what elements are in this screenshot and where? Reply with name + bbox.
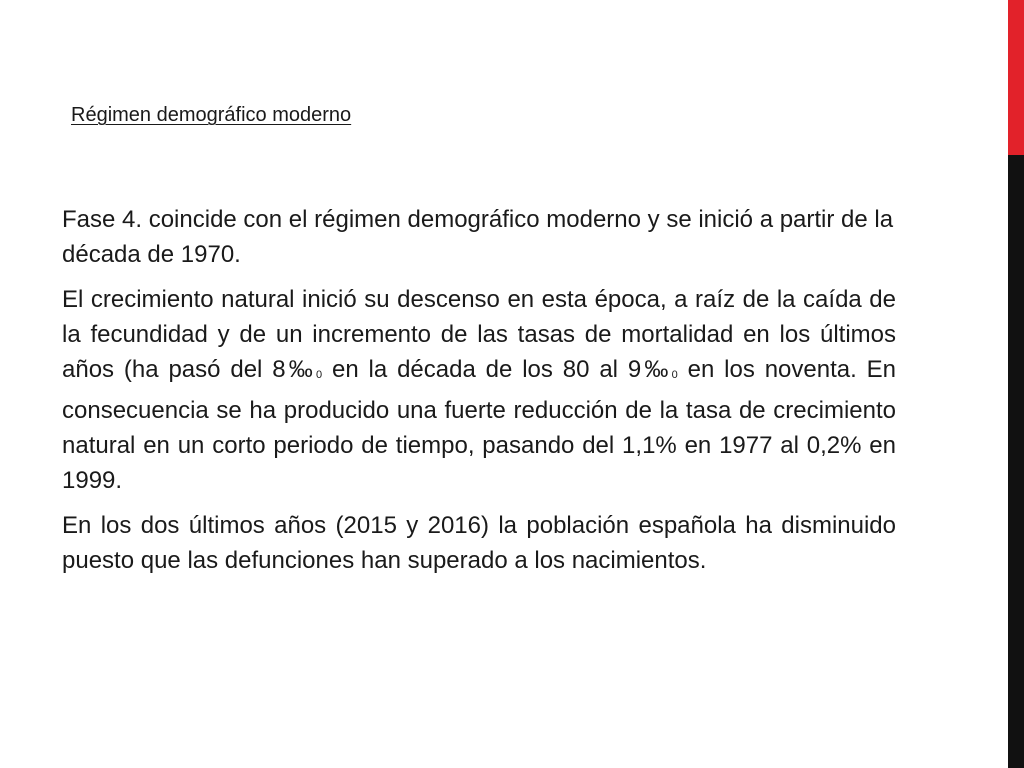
permil-subscript: 0 bbox=[315, 369, 323, 381]
paragraph-text: en los noventa. En consecuencia se ha producido una fuerte reducción de la tasa de crecimiento natural en un corto periodo de tiempo, pasando del 1,1% en 1977 al 0,2% en 1999. bbox=[62, 356, 896, 494]
side-accent-bar-red bbox=[1008, 0, 1024, 155]
side-accent-bar-black bbox=[1008, 155, 1024, 768]
paragraph-text: en la década de los 80 al 9‰ bbox=[322, 356, 672, 383]
slide-body bbox=[62, 202, 896, 588]
slide-subtitle: Régimen demográfico moderno bbox=[71, 104, 352, 126]
paragraph-text: El crecimiento natural inició su descenso en esta época, a raíz de la caída de la fecundidad y de un incremento de las tasas de mortalidad en los últimos años (ha pasó del 8‰ bbox=[62, 286, 896, 383]
paragraph-fase-4: Fase 4. coincide con el régimen demográfico moderno y se inició a partir de la década de 1970. bbox=[62, 206, 894, 268]
permil-subscript: 0 bbox=[671, 369, 678, 381]
paragraph-ultimos-anos: En los dos últimos años (2015 y 2016) la población española ha disminuido puesto que las defunciones han superado a los nacimientos. bbox=[62, 512, 896, 574]
paragraph-crecimiento-natural bbox=[62, 282, 896, 498]
